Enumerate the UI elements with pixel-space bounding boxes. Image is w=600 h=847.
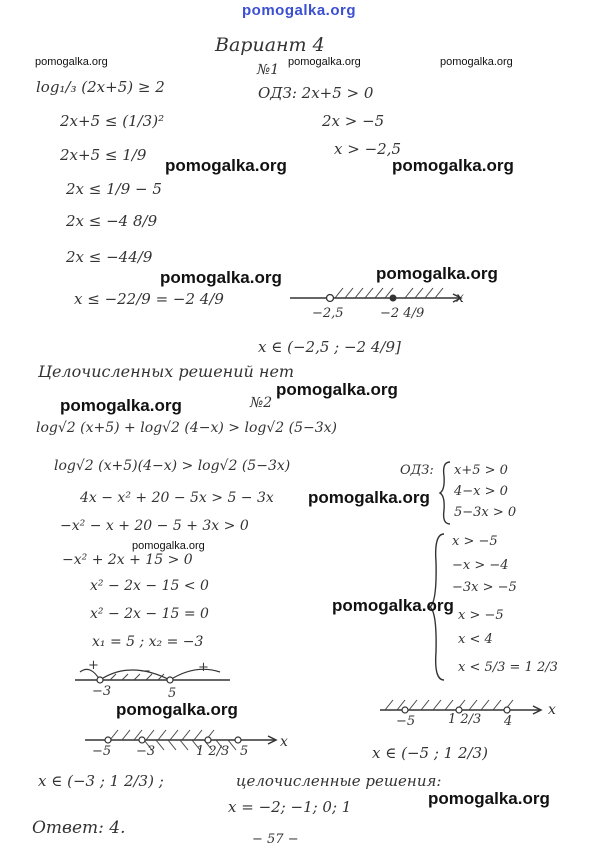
task2-line-8: x₁ = 5 ; x₂ = −3 <box>92 634 204 650</box>
task2-line-5: −x² + 2x + 15 > 0 <box>62 552 193 568</box>
watermark: pomogalka.org <box>35 56 108 68</box>
site-header-watermark: pomogalka.org <box>242 2 357 19</box>
task2-solution-interval: x ∈ (−3 ; 1 2/3) ; <box>38 772 164 790</box>
task2-combined-line <box>80 720 290 760</box>
odz-sys1-line-1: x+5 > 0 <box>454 463 508 478</box>
task2-answer: Ответ: 4. <box>32 818 126 838</box>
odz-sys2-line-3: −3x > −5 <box>452 580 517 595</box>
watermark: pomogalka.org <box>160 268 282 287</box>
task1-axis-label-x: x <box>456 290 464 306</box>
odz-sys1-line-3: 5−3x > 0 <box>454 505 517 520</box>
task1-number-line <box>285 280 475 330</box>
axis2-label-5: 5 <box>240 744 249 759</box>
watermark: pomogalka.org <box>132 540 205 552</box>
task2-line-6: x² − 2x − 15 < 0 <box>90 578 209 594</box>
task1-line-3: 2x+5 ≤ 1/9 <box>60 146 147 164</box>
watermark: pomogalka.org <box>288 56 361 68</box>
axis3-label-5-3: 1 2/3 <box>448 712 482 727</box>
watermark: pomogalka.org <box>440 56 513 68</box>
watermark: pomogalka.org <box>116 700 238 719</box>
axis3-label-4: 4 <box>504 714 513 729</box>
task2-line-3: 4x − x² + 20 − 5x > 5 − 3x <box>80 490 274 506</box>
task1-odz-1: ОДЗ: 2x+5 > 0 <box>258 84 374 102</box>
task2-line-2: log√2 (x+5)(4−x) > log√2 (5−3x) <box>54 458 291 474</box>
task1-number: №1 <box>257 62 280 78</box>
axis1-label-minus3: −3 <box>92 684 112 699</box>
watermark: pomogalka.org <box>165 156 287 175</box>
task2-line-1: log√2 (x+5) + log√2 (4−x) > log√2 (5−3x) <box>36 420 337 436</box>
axis2-label-minus3: −3 <box>136 744 156 759</box>
axis1-label-5: 5 <box>168 686 177 701</box>
odz-sys2-line-6: x < 5/3 = 1 2/3 <box>458 660 558 675</box>
task1-odz-3: x > −2,5 <box>334 140 401 158</box>
watermark: pomogalka.org <box>276 380 398 399</box>
task2-integer-solutions-label: целочисленные решения: <box>236 772 442 790</box>
task1-line-4: 2x ≤ 1/9 − 5 <box>66 180 162 198</box>
task2-integer-solutions: x = −2; −1; 0; 1 <box>228 798 352 816</box>
variant-title: Вариант 4 <box>215 34 325 56</box>
task1-axis-label-b: −2 4/9 <box>380 306 425 321</box>
watermark: pomogalka.org <box>376 264 498 283</box>
task2-line-4: −x² − x + 20 − 5 + 3x > 0 <box>60 518 249 534</box>
task1-answer-interval: x ∈ (−2,5 ; −2 4/9] <box>258 338 401 356</box>
task1-line-5: 2x ≤ −4 8/9 <box>66 212 158 230</box>
task2-line-7: x² − 2x − 15 = 0 <box>90 606 209 622</box>
task2-odz-label: ОДЗ: <box>400 463 434 478</box>
task1-line-1: log₁/₃ (2x+5) ≥ 2 <box>36 78 165 96</box>
axis3-label-x: x <box>548 702 556 718</box>
odz-sys2-line-5: x < 4 <box>458 632 493 647</box>
odz-sys1-line-2: 4−x > 0 <box>454 484 508 499</box>
axis3-label-minus5: −5 <box>396 714 416 729</box>
page-number: − 57 − <box>252 832 299 847</box>
task1-line-6: 2x ≤ −44/9 <box>66 248 153 266</box>
watermark: pomogalka.org <box>60 396 182 415</box>
sign-minus-middle: − <box>140 664 151 679</box>
axis2-label-5-3: 1 2/3 <box>196 744 230 759</box>
task2-number: №2 <box>250 395 273 411</box>
axis2-label-x: x <box>280 734 288 750</box>
watermark: pomogalka.org <box>332 596 454 615</box>
task1-conclusion: Целочисленных решений нет <box>38 362 295 381</box>
odz-sys2-line-1: x > −5 <box>452 534 498 549</box>
watermark: pomogalka.org <box>308 488 430 507</box>
odz-brace-1-icon <box>438 460 452 526</box>
watermark: pomogalka.org <box>392 156 514 175</box>
task1-line-2: 2x+5 ≤ (1/3)² <box>60 112 165 130</box>
odz-sys2-line-4: x > −5 <box>458 608 504 623</box>
sign-plus-left: + <box>88 658 99 673</box>
axis2-label-minus5: −5 <box>92 744 112 759</box>
task1-line-7: x ≤ −22/9 = −2 4/9 <box>74 290 224 308</box>
odz-sys2-line-2: −x > −4 <box>452 558 509 573</box>
task1-odz-2: 2x > −5 <box>322 112 385 130</box>
watermark: pomogalka.org <box>428 789 550 808</box>
sign-plus-right: + <box>198 660 209 675</box>
task1-axis-label-a: −2,5 <box>312 306 344 321</box>
task2-odz-interval: x ∈ (−5 ; 1 2/3) <box>372 744 488 762</box>
